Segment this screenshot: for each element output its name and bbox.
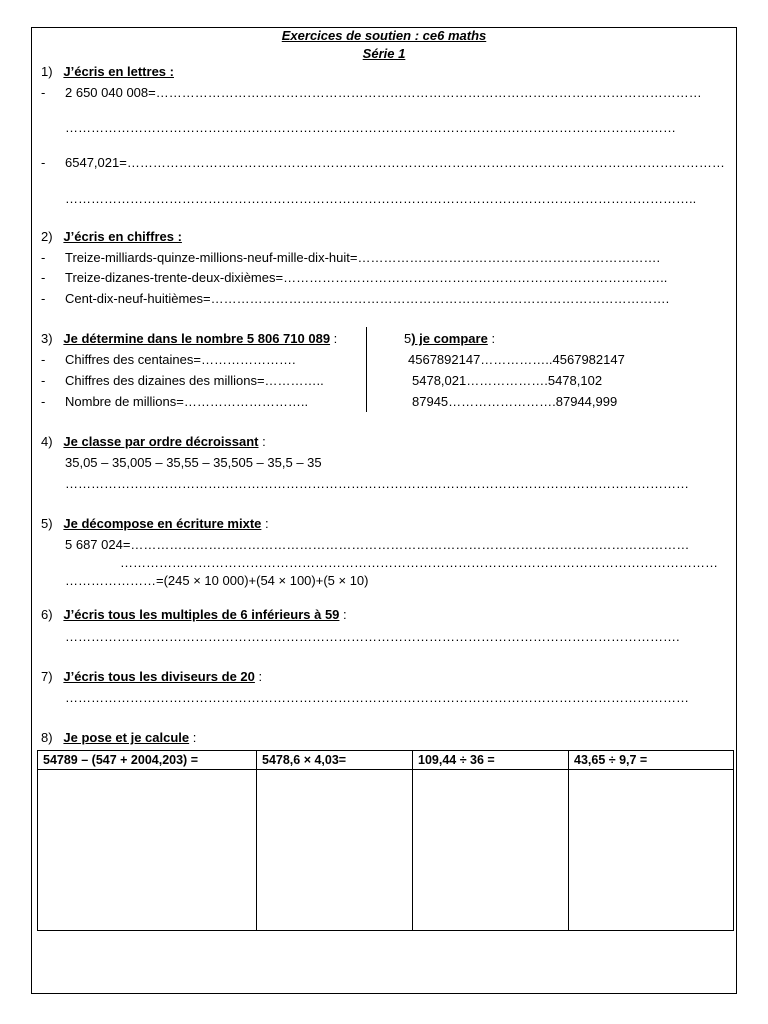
calc-header: 54789 – (547 + 2004,203) = [38, 751, 257, 770]
bullet-dash: - [41, 373, 46, 388]
answer-line[interactable]: Treize-milliards-quinze-millions-neuf-mille-dix-huit=……………………………………………………………. [65, 250, 661, 265]
section-7-heading: 7) J’écris tous les diviseurs de 20 : [41, 669, 263, 684]
bullet-dash: - [41, 155, 46, 170]
section-3-heading: 3) Je détermine dans le nombre 5 806 710 089 : [41, 331, 338, 346]
answer-line[interactable]: ……………………………………………………………………………………………………………………………. [65, 629, 680, 644]
answer-line[interactable]: Chiffres des dizaines des millions=………….. [65, 373, 324, 388]
column-divider [366, 327, 367, 412]
answer-line[interactable]: Cent-dix-neuf-huitièmes=……………………………………………………………………………………………. [65, 291, 670, 306]
compare-line[interactable]: 87945…………………….87944,999 [412, 394, 618, 409]
compare-line[interactable]: 5478,021……………….5478,102 [412, 373, 603, 388]
answer-line[interactable]: ……………………………………………………………………………………………………………………………….. [65, 191, 697, 206]
section-4-heading: 4) Je classe par ordre décroissant : [41, 434, 266, 449]
calc-work-cell[interactable] [569, 770, 734, 931]
answer-line[interactable]: ……………………………………………………………………………………………………………………………… [65, 476, 689, 491]
section-6-heading: 6) J’écris tous les multiples de 6 inférieurs à 59 : [41, 607, 347, 622]
calc-header: 43,65 ÷ 9,7 = [569, 751, 734, 770]
answer-line[interactable]: …………………………………………………………………………………………………………………………… [65, 120, 676, 135]
calc-header: 5478,6 × 4,03= [257, 751, 413, 770]
section-5-heading: 5) Je décompose en écriture mixte : [41, 516, 269, 531]
calc-work-cell[interactable] [38, 770, 257, 931]
answer-line[interactable]: 5 687 024=………………………………………………………………………………………………………………… [65, 537, 690, 552]
calc-header: 109,44 ÷ 36 = [413, 751, 569, 770]
bullet-dash: - [41, 270, 46, 285]
bullet-dash: - [41, 394, 46, 409]
bullet-dash: - [41, 85, 46, 100]
answer-line[interactable]: ……………………………………………………………………………………………………………………………… [65, 690, 689, 705]
section-2-heading: 2) J’écris en chiffres : [41, 229, 182, 244]
bullet-dash: - [41, 352, 46, 367]
section-1-heading: 1) J’écris en lettres : [41, 64, 174, 79]
bullet-dash: - [41, 250, 46, 265]
worksheet-title: Exercices de soutien : ce6 maths [281, 28, 487, 43]
number-list: 35,05 – 35,005 – 35,55 – 35,505 – 35,5 – 35 [65, 455, 322, 470]
calculation-table [37, 750, 734, 931]
calc-work-cell[interactable] [257, 770, 413, 931]
answer-line[interactable]: …………………=(245 × 10 000)+(54 × 100)+(5 × 10) [65, 573, 369, 588]
section-8-heading: 8) Je pose et je calcule : [41, 730, 197, 745]
answer-line[interactable]: Treize-dizanes-trente-deux-dixièmes=…………………………………………………………………………….. [65, 270, 668, 285]
calc-work-cell[interactable] [413, 770, 569, 931]
answer-line[interactable]: ………………………………………………………………………………………………………………………… [120, 555, 718, 570]
bullet-dash: - [41, 291, 46, 306]
answer-line[interactable]: 2 650 040 008=……………………………………………………………………………………………………………… [65, 85, 702, 100]
answer-line[interactable]: 6547,021=………………………………………………………………………………………………………………………… [65, 155, 725, 170]
worksheet-subtitle: Série 1 [362, 46, 406, 61]
compare-line[interactable]: 4567892147……………..4567982147 [408, 352, 625, 367]
compare-heading: 5) je compare : [404, 331, 496, 346]
answer-line[interactable]: Chiffres des centaines=…………………. [65, 352, 296, 367]
answer-line[interactable]: Nombre de millions=……………………….. [65, 394, 309, 409]
